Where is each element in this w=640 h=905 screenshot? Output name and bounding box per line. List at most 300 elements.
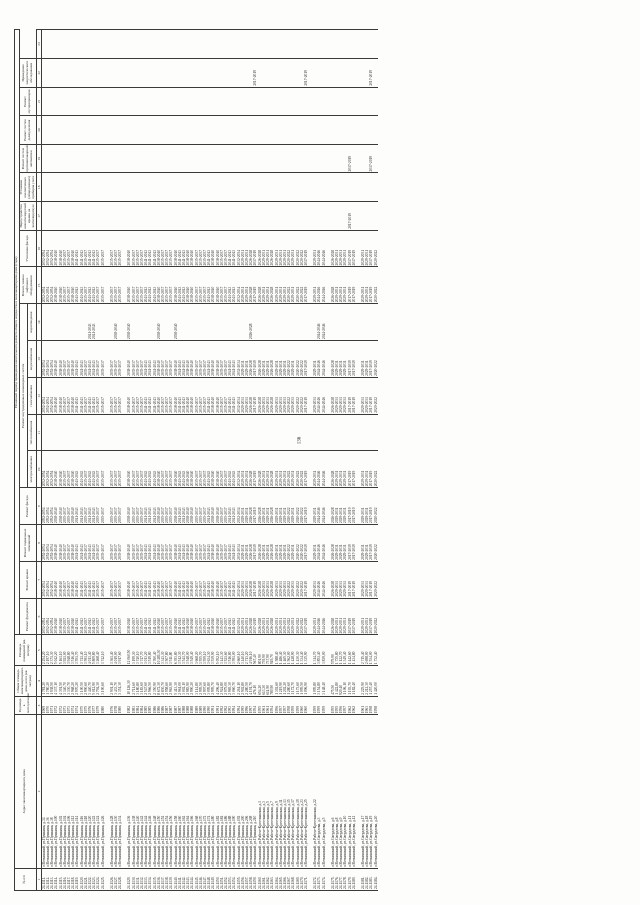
table-cell: 2 711,60 (132, 666, 136, 697)
table-cell: г.Воткинский, ул.Пушкина, д.180 (211, 715, 215, 868)
table-cell: 1987 (169, 696, 173, 714)
table-cell: 2038-2040 (211, 341, 215, 378)
table-cell: г.Воткинский, ул.Свердлова, д.5 (322, 715, 326, 868)
table-cell: 1 335,90 (304, 635, 308, 666)
table-cell: 24.1136. (157, 868, 161, 890)
table-cell: 2035-2037 (203, 525, 207, 562)
table-cell: 2035-2037 (132, 230, 136, 267)
table-cell: 2038-2040 (59, 488, 63, 525)
table-cell: 2017-2019 (348, 230, 352, 267)
table-cell: г.Воткинский, ул.Пушкина, д.206 (245, 715, 249, 868)
table-cell: 2032-2034 (237, 267, 241, 304)
table-cell: 2041-2043 (80, 341, 84, 378)
table-cell: 1959 (313, 696, 317, 714)
header-num: № п/п (15, 868, 37, 890)
table-cell: 4 296,40 (216, 666, 220, 697)
table-cell: 949,70 (270, 635, 274, 666)
table-cell: 3 541,70 (182, 635, 186, 666)
table-row (374, 30, 378, 891)
table-cell: 2026-2028 (258, 341, 262, 378)
table-cell: 579,90 (331, 635, 335, 666)
table-cell: 3 199,30 (132, 635, 136, 666)
table-cell: 2035-2037 (63, 267, 67, 304)
table-cell: 2041-2043 (182, 598, 186, 635)
table-cell: 2017-2019 (369, 230, 373, 267)
table-cell: 2035-2037 (224, 377, 228, 414)
table-cell: 2035-2037 (84, 267, 88, 304)
table-cell: 2041-2043 (178, 598, 182, 635)
table-cell: 2044-2046 (317, 341, 321, 378)
table-cell: 2017-2019 (369, 488, 373, 525)
table-cell: 1955 (331, 696, 335, 714)
table-cell: 2035-2037 (118, 598, 122, 635)
table-cell: 2035-2037 (84, 451, 88, 488)
table-cell: 2035-2037 (101, 561, 105, 598)
table-cell: 2029-2031 (241, 598, 245, 635)
table-cell: 2035-2037 (101, 598, 105, 635)
table-cell: 1961 (262, 696, 266, 714)
table-cell: г.Воткинский, ул.Пушкина, д.208 (249, 715, 253, 868)
column-number: 17 (36, 202, 41, 231)
table-cell: 2017-2019 (253, 59, 257, 88)
table-cell: 2029-2031 (279, 230, 283, 267)
header-year: Год ввода в эксплуатацию (15, 696, 37, 714)
table-cell: 2041-2043 (92, 451, 96, 488)
table-cell: 1987 (165, 696, 169, 714)
table-cell: 2038-2040 (190, 377, 194, 414)
table-cell: 1971 (50, 696, 54, 714)
table-cell: 2041-2043 (75, 341, 79, 378)
table-cell: 4 391,50 (59, 666, 63, 697)
header-insulation: Утепление фасада (19, 230, 36, 267)
table-cell: 2041-2043 (207, 230, 211, 267)
table-cell: 2035-2037 (224, 341, 228, 378)
table-cell: 2041-2043 (228, 230, 232, 267)
table-cell: 2041-2043 (148, 267, 152, 304)
table-cell: 2041-2043 (144, 377, 148, 414)
table-cell: 2029-2031 (262, 451, 266, 488)
table-cell: 2029-2031 (279, 267, 283, 304)
table-cell: 2 997,60 (203, 666, 207, 697)
table-cell: 2026-2028 (258, 267, 262, 304)
table-cell: 2 968,20 (71, 666, 75, 697)
table-cell: 2017-2019 (369, 59, 373, 88)
table-cell: 1985 (148, 696, 152, 714)
table-cell: г.Воткинский, ул.Пушкина, д.102 (59, 715, 63, 868)
table-cell: г.Воткинский, ул.Пушкина, д.104 (63, 715, 67, 868)
table-cell: 2035-2037 (114, 267, 118, 304)
table-cell: г.Воткинский, ул.Пушкина, д.156 (169, 715, 173, 868)
table-cell: 3 516,40 (71, 635, 75, 666)
table-cell: 2029-2031 (335, 230, 339, 267)
page-number: 136 (297, 436, 303, 445)
table-cell: 2035-2037 (67, 267, 71, 304)
table-cell: 2035-2037 (140, 341, 144, 378)
table-cell: 2035-2037 (132, 377, 136, 414)
table-cell: 2035-2037 (67, 377, 71, 414)
table-cell: 1955 (335, 696, 339, 714)
table-cell: г.Воткинский, ул.Рабоче-Крестьянская, д.25 (304, 715, 308, 868)
table-cell: 2044-2046 (322, 525, 326, 562)
table-cell: 2052-2054 (50, 230, 54, 267)
table-cell: 2035-2037 (67, 598, 71, 635)
table-cell: 2029-2031 (266, 451, 270, 488)
table-cell: 1954 (253, 696, 257, 714)
table-cell: 2052-2054 (46, 341, 50, 378)
table-cell: 2029-2031 (241, 488, 245, 525)
table-cell: г.Воткинский, ул.Свердлова, д.11 (348, 715, 352, 868)
table-cell: 2035-2037 (220, 230, 224, 267)
table-cell: 2052-2054 (46, 598, 50, 635)
table-cell: 2 975,00 (224, 666, 228, 697)
table-cell: 2035-2037 (140, 561, 144, 598)
table-cell: 2035-2037 (195, 488, 199, 525)
table-cell: 2035-2037 (96, 377, 100, 414)
table-cell: 2035-2037 (165, 598, 169, 635)
table-cell: г.Воткинский, ул.Пушкина, д.158 (174, 715, 178, 868)
table-cell: г.Воткинский, ул.Рабоче-Крестьянская, д.7 (270, 715, 274, 868)
table-cell: 2052-2054 (46, 488, 50, 525)
table-cell: 24.1129. (127, 868, 131, 890)
table-cell: 24.1179. (348, 868, 352, 890)
table-cell: 1984 (140, 696, 144, 714)
table-cell: 5 161,10 (59, 635, 63, 666)
header-garbage: Ремонт мусоропроводов (19, 87, 36, 116)
table-cell: 2035-2037 (220, 267, 224, 304)
table-cell: 2044-2046 (322, 451, 326, 488)
table-cell: 2029-2031 (245, 230, 249, 267)
table-cell: 1961 (361, 696, 365, 714)
table-cell: 24.1181. (361, 868, 365, 890)
table-cell: 2035-2037 (195, 341, 199, 378)
table-cell: 2041-2043 (228, 341, 232, 378)
table-cell: 24.1169. (296, 868, 300, 890)
table-cell: 3 740,10 (136, 635, 140, 666)
table-cell: 3 948,80 (67, 635, 71, 666)
table-cell: 1977 (92, 696, 96, 714)
table-cell: 2038-2040 (190, 267, 194, 304)
table-cell: 2026-2028 (249, 267, 253, 304)
table-cell: 2032-2034 (237, 525, 241, 562)
table-cell: 2038-2040 (127, 488, 131, 525)
table-cell: 1974 (75, 696, 79, 714)
table-cell: 2020-2022 (287, 598, 291, 635)
table-cell: 3 351,30 (118, 666, 122, 697)
table-cell: 2035-2037 (161, 451, 165, 488)
table-cell: 2041-2043 (75, 598, 79, 635)
table-cell: 2 983,90 (186, 666, 190, 697)
table-cell: 2035-2037 (169, 488, 173, 525)
rotated-table-container (14, 29, 618, 891)
table-cell: г.Воткинский, ул.Пушкина, д.128 (110, 715, 114, 868)
table-cell: 2038-2040 (211, 377, 215, 414)
table-cell: 801,90 (258, 635, 262, 666)
header-electric: электроснабжения (28, 451, 36, 488)
table-cell: 2038-2040 (59, 377, 63, 414)
table-cell: 2029-2031 (266, 377, 270, 414)
table-cell: 2029-2031 (266, 488, 270, 525)
table-cell: 2026-2028 (270, 488, 274, 525)
table-cell: 1970 (46, 696, 50, 714)
table-cell: г.Воткинский, ул.Пушкина, д.142 (140, 715, 144, 868)
table-cell: 2041-2043 (232, 267, 236, 304)
table-cell: 24.1134. (148, 868, 152, 890)
header-heat: теплоснабжения (28, 414, 36, 451)
table-cell: г.Воткинский, ул.Свердлова, д.17 (361, 715, 365, 868)
table-cell: 1 434,80 (352, 635, 356, 666)
column-number: 23 (36, 30, 41, 59)
table-cell: 2038-2040 (174, 267, 178, 304)
table-cell: 2029-2031 (343, 267, 347, 304)
table-cell: 2038-2040 (190, 451, 194, 488)
table-cell: 2029-2031 (361, 377, 365, 414)
table-cell: 2044-2046 (317, 451, 321, 488)
table-cell: г.Воткинский, ул.Пушкина, д.164 (186, 715, 190, 868)
table-cell: 2038-2040 (190, 488, 194, 525)
table-cell: 2029-2031 (283, 341, 287, 378)
table-cell: 2020-2022 (296, 561, 300, 598)
table-cell: 2029-2031 (365, 267, 369, 304)
table-cell: 2035-2037 (63, 451, 67, 488)
header-total-area: Общая площадь многоквартирного дома, всего (кв. метров) (15, 666, 37, 697)
table-cell: 2035-2037 (161, 525, 165, 562)
table-cell: г.Воткинский, ул.Пушкина, д.168 (195, 715, 199, 868)
table-cell: 1986 (157, 696, 161, 714)
table-cell: 2041-2043 (80, 598, 84, 635)
table-cell: 2035-2037 (161, 267, 165, 304)
table-cell: 2029-2031 (343, 488, 347, 525)
table-cell: 5 809,80 (92, 635, 96, 666)
table-cell: 2041-2043 (228, 377, 232, 414)
table-cell: 2017-2019 (352, 230, 356, 267)
table-cell: 2035-2037 (132, 341, 136, 378)
table-cell: 2035-2037 (118, 230, 122, 267)
table-cell: г.Воткинский, ул.Свердлова, д.6 (331, 715, 335, 868)
table-cell: 2035-2037 (220, 488, 224, 525)
table-cell: 2 197,10 (46, 635, 50, 666)
table-cell: 2017-2019 (304, 230, 308, 267)
table-cell: г.Воткинский, ул.Пушкина, д.200 (241, 715, 245, 868)
table-cell: 2 995,50 (199, 666, 203, 697)
table-cell: 2035-2037 (67, 488, 71, 525)
table-cell: 2041-2043 (80, 488, 84, 525)
table-cell: 2038-2040 (54, 488, 58, 525)
table-cell: 2029-2031 (266, 525, 270, 562)
table-cell: 1985 (144, 696, 148, 714)
table-cell: 2041-2043 (148, 230, 152, 267)
table-cell: г.Воткинский, ул.Пушкина, д.192 (237, 715, 241, 868)
table-cell: 2041-2043 (144, 488, 148, 525)
table-cell: 2035-2037 (195, 451, 199, 488)
table-cell: 2029-2031 (313, 341, 317, 378)
table-cell (374, 30, 378, 59)
table-cell: 2029-2031 (291, 598, 295, 635)
column-number: 7 (36, 561, 41, 598)
table-cell: 2026-2028 (258, 230, 262, 267)
table-cell: 2026-2028 (331, 230, 335, 267)
table-cell: 2 212,30 (365, 666, 369, 697)
table-cell: 2052-2054 (46, 267, 50, 304)
table-cell: 2052-2054 (41, 525, 46, 562)
table-cell: 2041-2043 (148, 341, 152, 378)
table-cell: 2038-2040 (54, 598, 58, 635)
table-cell: 2038-2040 (59, 267, 63, 304)
table-cell: г.Воткинский, ул.Пушкина, д.118 (84, 715, 88, 868)
table-cell: 2041-2043 (88, 267, 92, 304)
table-cell: 2052-2054 (46, 561, 50, 598)
table-cell: 2026-2028 (331, 267, 335, 304)
table-cell: 2038-2040 (190, 230, 194, 267)
table-cell: 5 042,20 (54, 635, 58, 666)
table-cell: 24.1158. (249, 868, 253, 890)
table-cell: 2017-2019 (253, 341, 257, 378)
table-cell: 2 794,30 (96, 666, 100, 697)
table-cell: 4 916,10 (249, 635, 253, 666)
table-cell: 3 180,80 (136, 666, 140, 697)
table-cell: 2 970,20 (75, 666, 79, 697)
table-cell: 2038-2040 (157, 488, 161, 525)
table-cell: 2017-2019 (352, 561, 356, 598)
table-cell: 2035-2037 (136, 561, 140, 598)
table-cell: 2052-2054 (50, 488, 54, 525)
table-cell: 2035-2037 (199, 561, 203, 598)
table-cell: 1972 (59, 696, 63, 714)
table-cell: 3 100,50 (80, 666, 84, 697)
table-cell: 2029-2031 (339, 267, 343, 304)
table-cell: 1956 (275, 696, 279, 714)
table-cell: 1 182,40 (352, 666, 356, 697)
table-cell: 2035-2037 (161, 377, 165, 414)
table-cell: 2041-2043 (207, 341, 211, 378)
table-cell: 2044-2046 (317, 267, 321, 304)
table-cell: 24.1125. (101, 868, 105, 890)
table-cell: 2017-2019 (369, 451, 373, 488)
table-cell: 2038-2040 (216, 341, 220, 378)
table-cell: 2020-2022 (374, 377, 378, 414)
table-cell: 2035-2037 (203, 488, 207, 525)
table-cell: 24.1183. (369, 868, 373, 890)
table-cell: 2041-2043 (178, 267, 182, 304)
table-cell: 2020-2022 (287, 230, 291, 267)
table-cell: 2038-2040 (186, 451, 190, 488)
table-cell: 2038-2040 (54, 525, 58, 562)
table-cell: 2029-2031 (365, 525, 369, 562)
table-cell: 611,90 (266, 666, 270, 697)
table-cell: 2035-2037 (169, 598, 173, 635)
table-cell: 2035-2037 (136, 230, 140, 267)
table-cell: 2035-2037 (101, 377, 105, 414)
table-cell: 24.1163. (270, 868, 274, 890)
table-cell: 2026-2028 (270, 525, 274, 562)
table-cell: 24.1174. (322, 868, 326, 890)
table-cell: 2032-2034 (237, 561, 241, 598)
table-cell: 2035-2037 (136, 598, 140, 635)
table-cell: 2041-2043 (80, 525, 84, 562)
table-cell: 2017-2019 (369, 144, 373, 173)
table-cell: 2052-2054 (46, 525, 50, 562)
table-cell: 2020-2022 (296, 341, 300, 378)
table-cell (374, 144, 378, 173)
header-group: Плановый период проведения капитального ремонта общего имущества в многоквартирном доме (годы) (15, 30, 20, 635)
table-cell: 2026-2028 (258, 451, 262, 488)
table-cell: 2029-2031 (262, 488, 266, 525)
table-cell: 2035-2037 (220, 451, 224, 488)
table-cell: 2044-2046 (322, 341, 326, 378)
table-cell: 2026-2028 (270, 598, 274, 635)
table-cell: 2029-2031 (275, 451, 279, 488)
table-cell: 3 361,40 (110, 635, 114, 666)
table-cell: 2038-2040 (174, 451, 178, 488)
table-cell: 2020-2022 (287, 451, 291, 488)
table-cell: 2026-2028 (331, 598, 335, 635)
table-cell: 2017-2019 (369, 598, 373, 635)
table-cell: 24.1173. (317, 868, 321, 890)
table-cell: 2035-2037 (140, 525, 144, 562)
column-number: 21 (36, 87, 41, 116)
table-cell: 24.1131. (136, 868, 140, 890)
column-number: 16 (36, 230, 41, 267)
table-cell: 2035-2037 (140, 230, 144, 267)
table-cell: 24.1124. (96, 868, 100, 890)
table-cell: 2029-2031 (279, 488, 283, 525)
table-cell: 2052-2054 (46, 230, 50, 267)
table-cell: 2038-2040 (59, 451, 63, 488)
table-cell: 2017-2019 (304, 451, 308, 488)
table-cell: 24.1154. (232, 868, 236, 890)
table-cell: 2 990,60 (84, 666, 88, 697)
table-cell: 3 668,20 (195, 635, 199, 666)
table-cell: 1994 (232, 696, 236, 714)
table-cell: 2029-2031 (275, 525, 279, 562)
table-cell: 2026-2028 (331, 561, 335, 598)
table-cell: 2020-2022 (300, 377, 304, 414)
table-cell: 3 330,70 (67, 666, 71, 697)
table-cell: 24.1114. (54, 868, 58, 890)
table-cell: г.Воткинский, ул.Пушкина, д.36 (46, 715, 50, 868)
table-cell: 2035-2037 (96, 488, 100, 525)
header-water: водоснабжения (28, 341, 36, 378)
table-cell: 2026-2028 (249, 304, 253, 341)
table-cell: 24.1168. (291, 868, 295, 890)
table-cell: 2035-2037 (161, 341, 165, 378)
table-cell: 2038-2040 (54, 267, 58, 304)
table-cell: 1955 (258, 696, 262, 714)
table-cell: 2029-2031 (283, 267, 287, 304)
header-facade: Ремонт фасада (19, 488, 36, 525)
table-cell: 2038-2040 (216, 525, 220, 562)
table-cell: 2017-2019 (348, 598, 352, 635)
table-cell: 2035-2037 (118, 488, 122, 525)
table-cell: 2020-2022 (374, 598, 378, 635)
table-cell: 1962 (348, 696, 352, 714)
table-cell (374, 87, 378, 116)
table-cell: 2035-2037 (199, 488, 203, 525)
table-cell: 2038-2040 (190, 341, 194, 378)
table-cell: 2035-2037 (220, 525, 224, 562)
table-cell: 2017-2019 (348, 267, 352, 304)
table-cell: 2035-2037 (195, 561, 199, 598)
table-cell: 2017-2019 (253, 267, 257, 304)
table-cell: 2041-2043 (92, 525, 96, 562)
table-cell: 2041-2043 (182, 488, 186, 525)
table-cell: 2029-2031 (313, 598, 317, 635)
table-cell: г.Воткинский, ул.Пушкина, д.112 (71, 715, 75, 868)
table-cell: г.Воткинский, ул.Свердлова, д.12 (352, 715, 356, 868)
table-cell: 2041-2043 (75, 267, 79, 304)
table-cell: 1976 (110, 696, 114, 714)
table-cell: 2035-2037 (136, 451, 140, 488)
table-cell: 2029-2031 (283, 488, 287, 525)
